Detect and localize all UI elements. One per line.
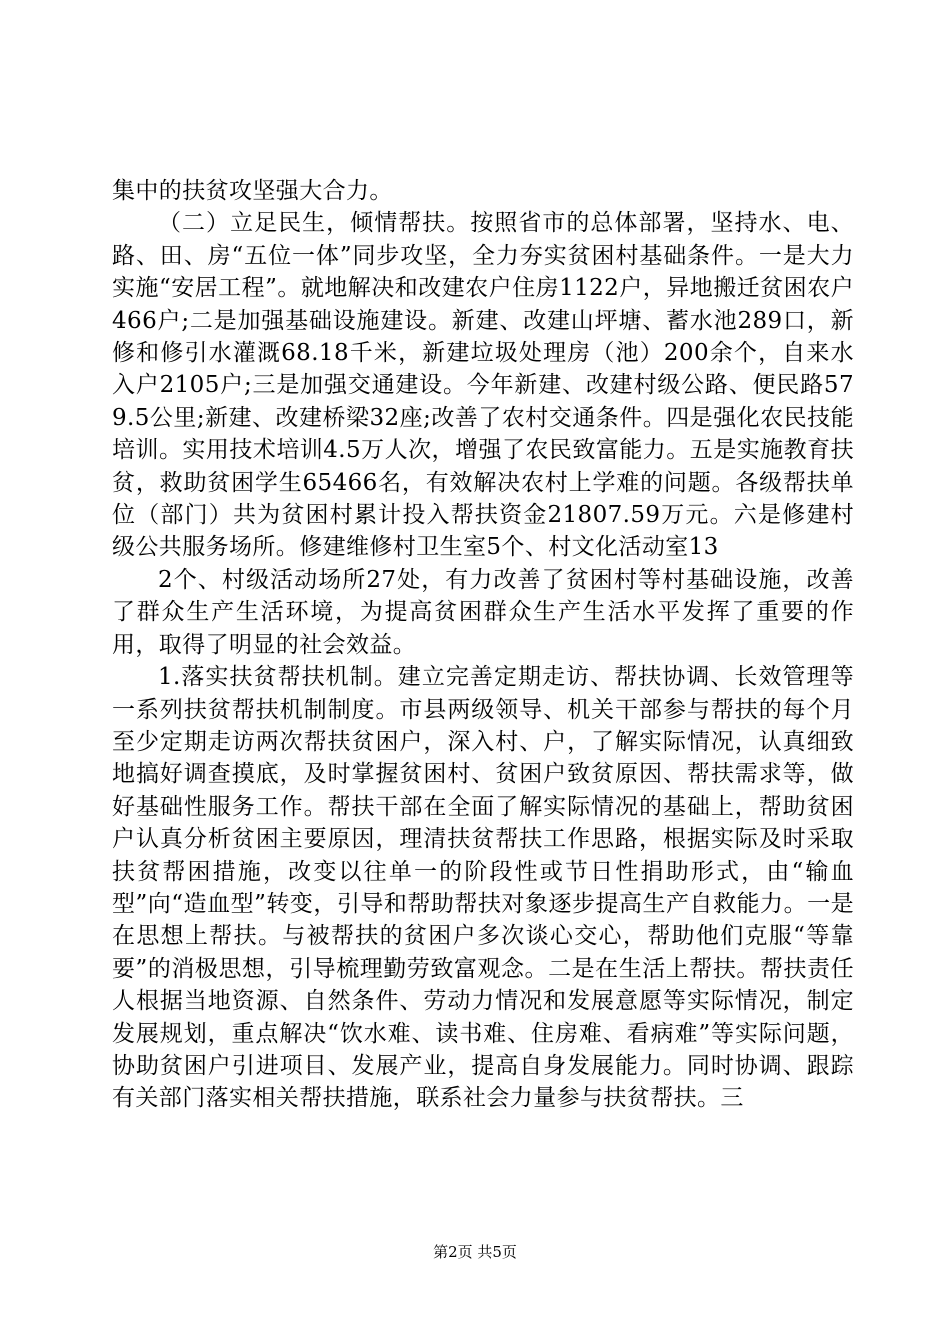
page-number-label: 第2页 共5页: [433, 1243, 517, 1261]
page-footer: [0, 1242, 950, 1262]
paragraph-mechanism: 1.落实扶贫帮扶机制。建立完善定期走访、帮扶协调、长效管理等一系列扶贫帮扶机制制度。市县两级领导、机关干部参与帮扶的每个月至少定期走访两次帮扶贫困户，深入村、户，了解实际情况，认真细致地搞好调查摸底，及时掌握贫困村、贫困户致贫原因、帮扶需求等，做好基础性服务工作。帮扶干部在全面了解实际情况的基础上，帮助贫困户认真分析贫困主要原因，理清扶贫帮扶工作思路，根据实际及时采取扶贫帮困措施，改变以往单一的阶段性或节日性捐助形式，由“输血型”向“造血型”转变，引导和帮助帮扶对象逐步提高生产自救能力。一是在思想上帮扶。与被帮扶的贫困户多次谈心交心，帮助他们克服“等靠要”的消极思想，引导梳理勤劳致富观念。二是在生活上帮扶。帮扶责任人根据当地资源、自然条件、劳动力情况和发展意愿等实际情况，制定发展规划，重点解决“饮水难、读书难、住房难、看病难”等实际问题，协助贫困户引进项目、发展产业，提高自身发展能力。同时协调、跟踪有关部门落实相关帮扶措施，联系社会力量参与扶贫帮扶。三: [112, 664, 854, 1112]
paragraph-section-two: （二）立足民生，倾情帮扶。按照省市的总体部署，坚持水、电、路、田、房“五位一体”同步攻坚，全力夯实贫困村基础条件。一是大力实施“安居工程”。就地解决和改建农户住房1122户，异地搬迁贫困农户466户;二是加强基础设施建设。新建、改建山坪塘、蓄水池289口，新修和修引水灌溉68.18千米，新建垃圾处理房（池）200余个，自来水入户2105户;三是加强交通建设。今年新建、改建村级公路、便民路579.5公里;新建、改建桥梁32座;改善了农村交通条件。四是强化农民技能培训。实用技术培训4.5万人次，增强了农民致富能力。五是实施教育扶贫，救助贫困学生65466名，有效解决农村上学难的问题。各级帮扶单位（部门）共为贫困村累计投入帮扶资金21807.59万元。六是修建村级公共服务场所。修建维修村卫生室5个、村文化活动室13: [112, 210, 854, 561]
paragraph-results: 2个、村级活动场所27处，有力改善了贫困村等村基础设施，改善了群众生产生活环境，为提高贫困群众生产生活水平发挥了重要的作用，取得了明显的社会效益。: [112, 566, 854, 658]
document-body: [112, 175, 854, 1115]
paragraph-continuation: 集中的扶贫攻坚强大合力。: [112, 178, 393, 204]
